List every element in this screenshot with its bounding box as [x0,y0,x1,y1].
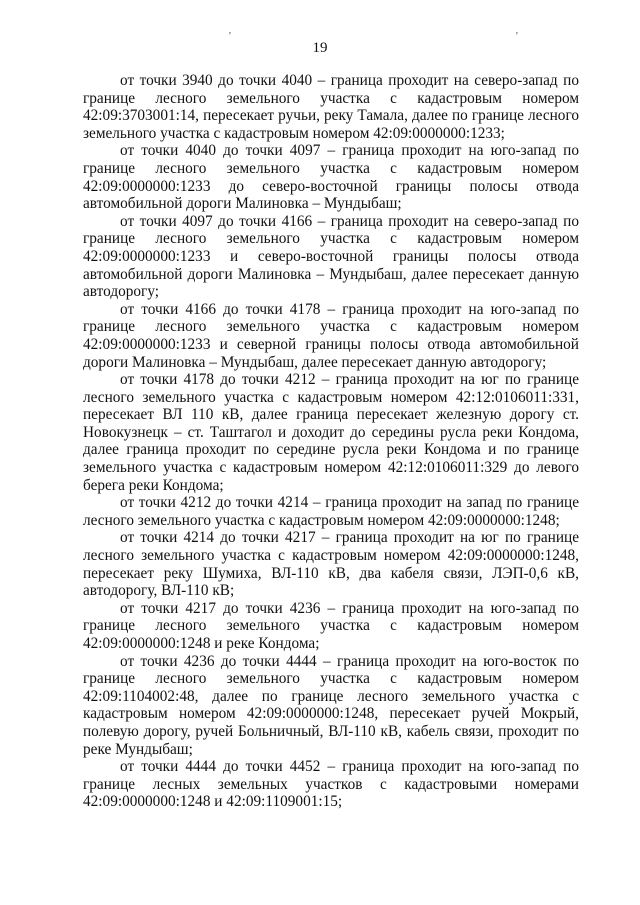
scan-mark: ʼ [515,30,519,42]
paragraph: от точки 4097 до точки 4166 – граница проходит на северо-запад по границе лесного земельного участка с кадастровым номером 42:09:0000000:1233 и северо-восточной границы полосы отвода автомобильной дороги Малиновка – Мундыбаш, далее пересекает данную автодорогу; [83,212,579,301]
paragraph: от точки 4166 до точки 4178 – граница проходит на юго-запад по границе лесного земельного участка с кадастровым номером 42:09:0000000:1233 и северной границы полосы отвода автомобильной дороги Малиновка – Мундыбаш, далее пересекает данную автодорогу; [83,300,579,371]
paragraph: от точки 3940 до точки 4040 – граница проходит на северо-запад по границе лесного земельного участка с кадастровым номером 42:09:3703001:14, пересекает ручьи, реку Тамала, далее по границе лесного земельного участка с кадастровым номером 42:09:0000000:1233; [83,72,579,142]
page-number: 19 [312,40,328,56]
document-body [83,72,579,811]
paragraph: от точки 4444 до точки 4452 – граница проходит на юго-запад по границе лесных земельных участков с кадастровыми номерами 42:09:0000000:1248 и 42:09:1109001:15; [83,758,579,811]
paragraph: от точки 4178 до точки 4212 – граница проходит на юг по границе лесного земельного участка с кадастровым номером 42:12:0106011:331, пересекает ВЛ 110 кВ, далее граница пересекает железную дорогу ст. Новокузнецк – ст. Таштагол и доходит до середины русла реки Кондома, далее граница проходит по середине русла реки Кондома и по границе земельного участка с кадастровым номером 42:12:0106011:329 до левого берега реки Кондома; [83,371,579,494]
scan-mark: ʼ [228,30,232,42]
paragraph: от точки 4217 до точки 4236 – граница проходит на юго-запад по границе лесного земельного участка с кадастровым номером 42:09:0000000:1248 и реке Кондома; [83,599,579,652]
paragraph: от точки 4212 до точки 4214 – граница проходит на запад по границе лесного земельного участка с кадастровым номером 42:09:0000000:1248; [83,494,579,529]
paragraph: от точки 4214 до точки 4217 – граница проходит на юг по границе лесного земельного участка с кадастровым номером 42:09:0000000:1248, пересекает реку Шумиха, ВЛ-110 кВ, два кабеля связи, ЛЭП-0,6 кВ, автодорогу, ВЛ-110 кВ; [83,529,579,600]
paragraph: от точки 4236 до точки 4444 – граница проходит на юго-восток по границе лесного земельного участка с кадастровым номером 42:09:1104002:48, далее по границе лесного земельного участка с кадастровым номером 42:09:0000000:1248, пересекает ручей Мокрый, полевую дорогу, ручей Больничный, ВЛ-110 кВ, кабель связи, проходит по реке Мундыбаш; [83,652,579,758]
paragraph: от точки 4040 до точки 4097 – граница проходит на юго-запад по границе лесного земельного участка с кадастровым номером 42:09:0000000:1233 до северо-восточной границы полосы отвода автомобильной дороги Малиновка – Мундыбаш; [83,142,579,213]
